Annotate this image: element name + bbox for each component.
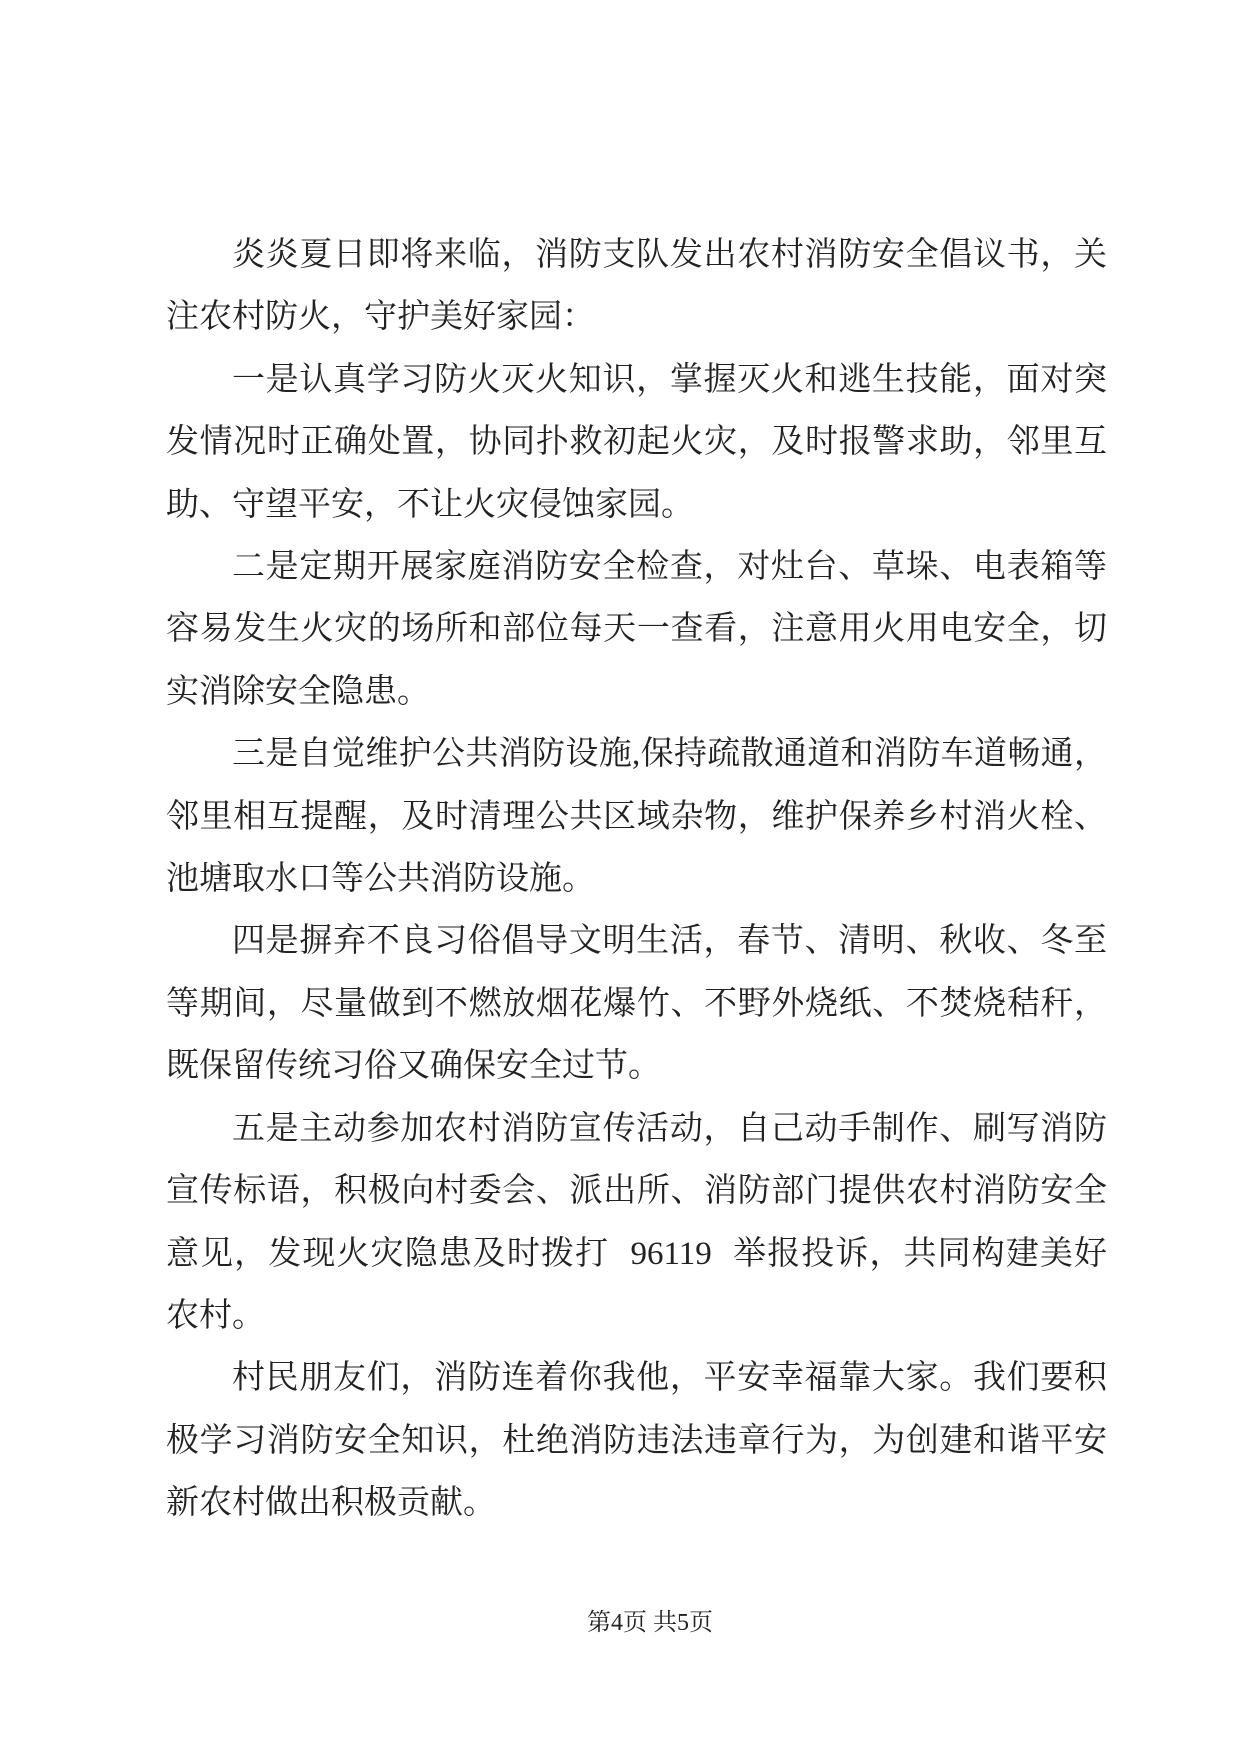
paragraph-closing: 村民朋友们，消防连着你我他，平安幸福靠大家。我们要积极学习消防安全知识，杜绝消防违法违章行为，为创建和谐平安新农村做出积极贡献。 — [166, 1360, 1107, 1522]
paragraph-intro: 炎炎夏日即将来临，消防支队发出农村消防安全倡议书，关注农村防火，守护美好家园： — [166, 237, 1107, 336]
page-footer — [0, 1608, 1241, 1638]
paragraph-point-2: 二是定期开展家庭消防安全检查，对灶台、草垛、电表箱等容易发生火灾的场所和部位每天一查看，注意用火用电安全，切实消除安全隐患。 — [166, 549, 1107, 710]
paragraph-point-1: 一是认真学习防火灭火知识，掌握灭火和逃生技能，面对突发情况时正确处置，协同扑救初起火灾，及时报警求助，邻里互助、守望平安，不让火灾侵蚀家园。 — [166, 361, 1107, 523]
paragraph-point-5: 五是主动参加农村消防宣传活动，自己动手制作、刷写消防宣传标语，积极向村委会、派出所、消防部门提供农村消防安全意见，发现火灾隐患及时拨打 96119 举报投诉，共同构建美好农村。 — [166, 1110, 1107, 1334]
page-number: 第4页 共5页 — [587, 1610, 713, 1636]
document-body — [166, 224, 1107, 1535]
paragraph-point-4: 四是摒弃不良习俗倡导文明生活，春节、清明、秋收、冬至等期间，尽量做到不燃放烟花爆竹、不野外烧纸、不焚烧秸秆，既保留传统习俗又确保安全过节。 — [166, 923, 1107, 1085]
paragraph-point-3: 三是自觉维护公共消防设施,保持疏散通道和消防车道畅通，邻里相互提醒，及时清理公共区域杂物，维护保养乡村消火栓、池塘取水口等公共消防设施。 — [166, 736, 1107, 898]
